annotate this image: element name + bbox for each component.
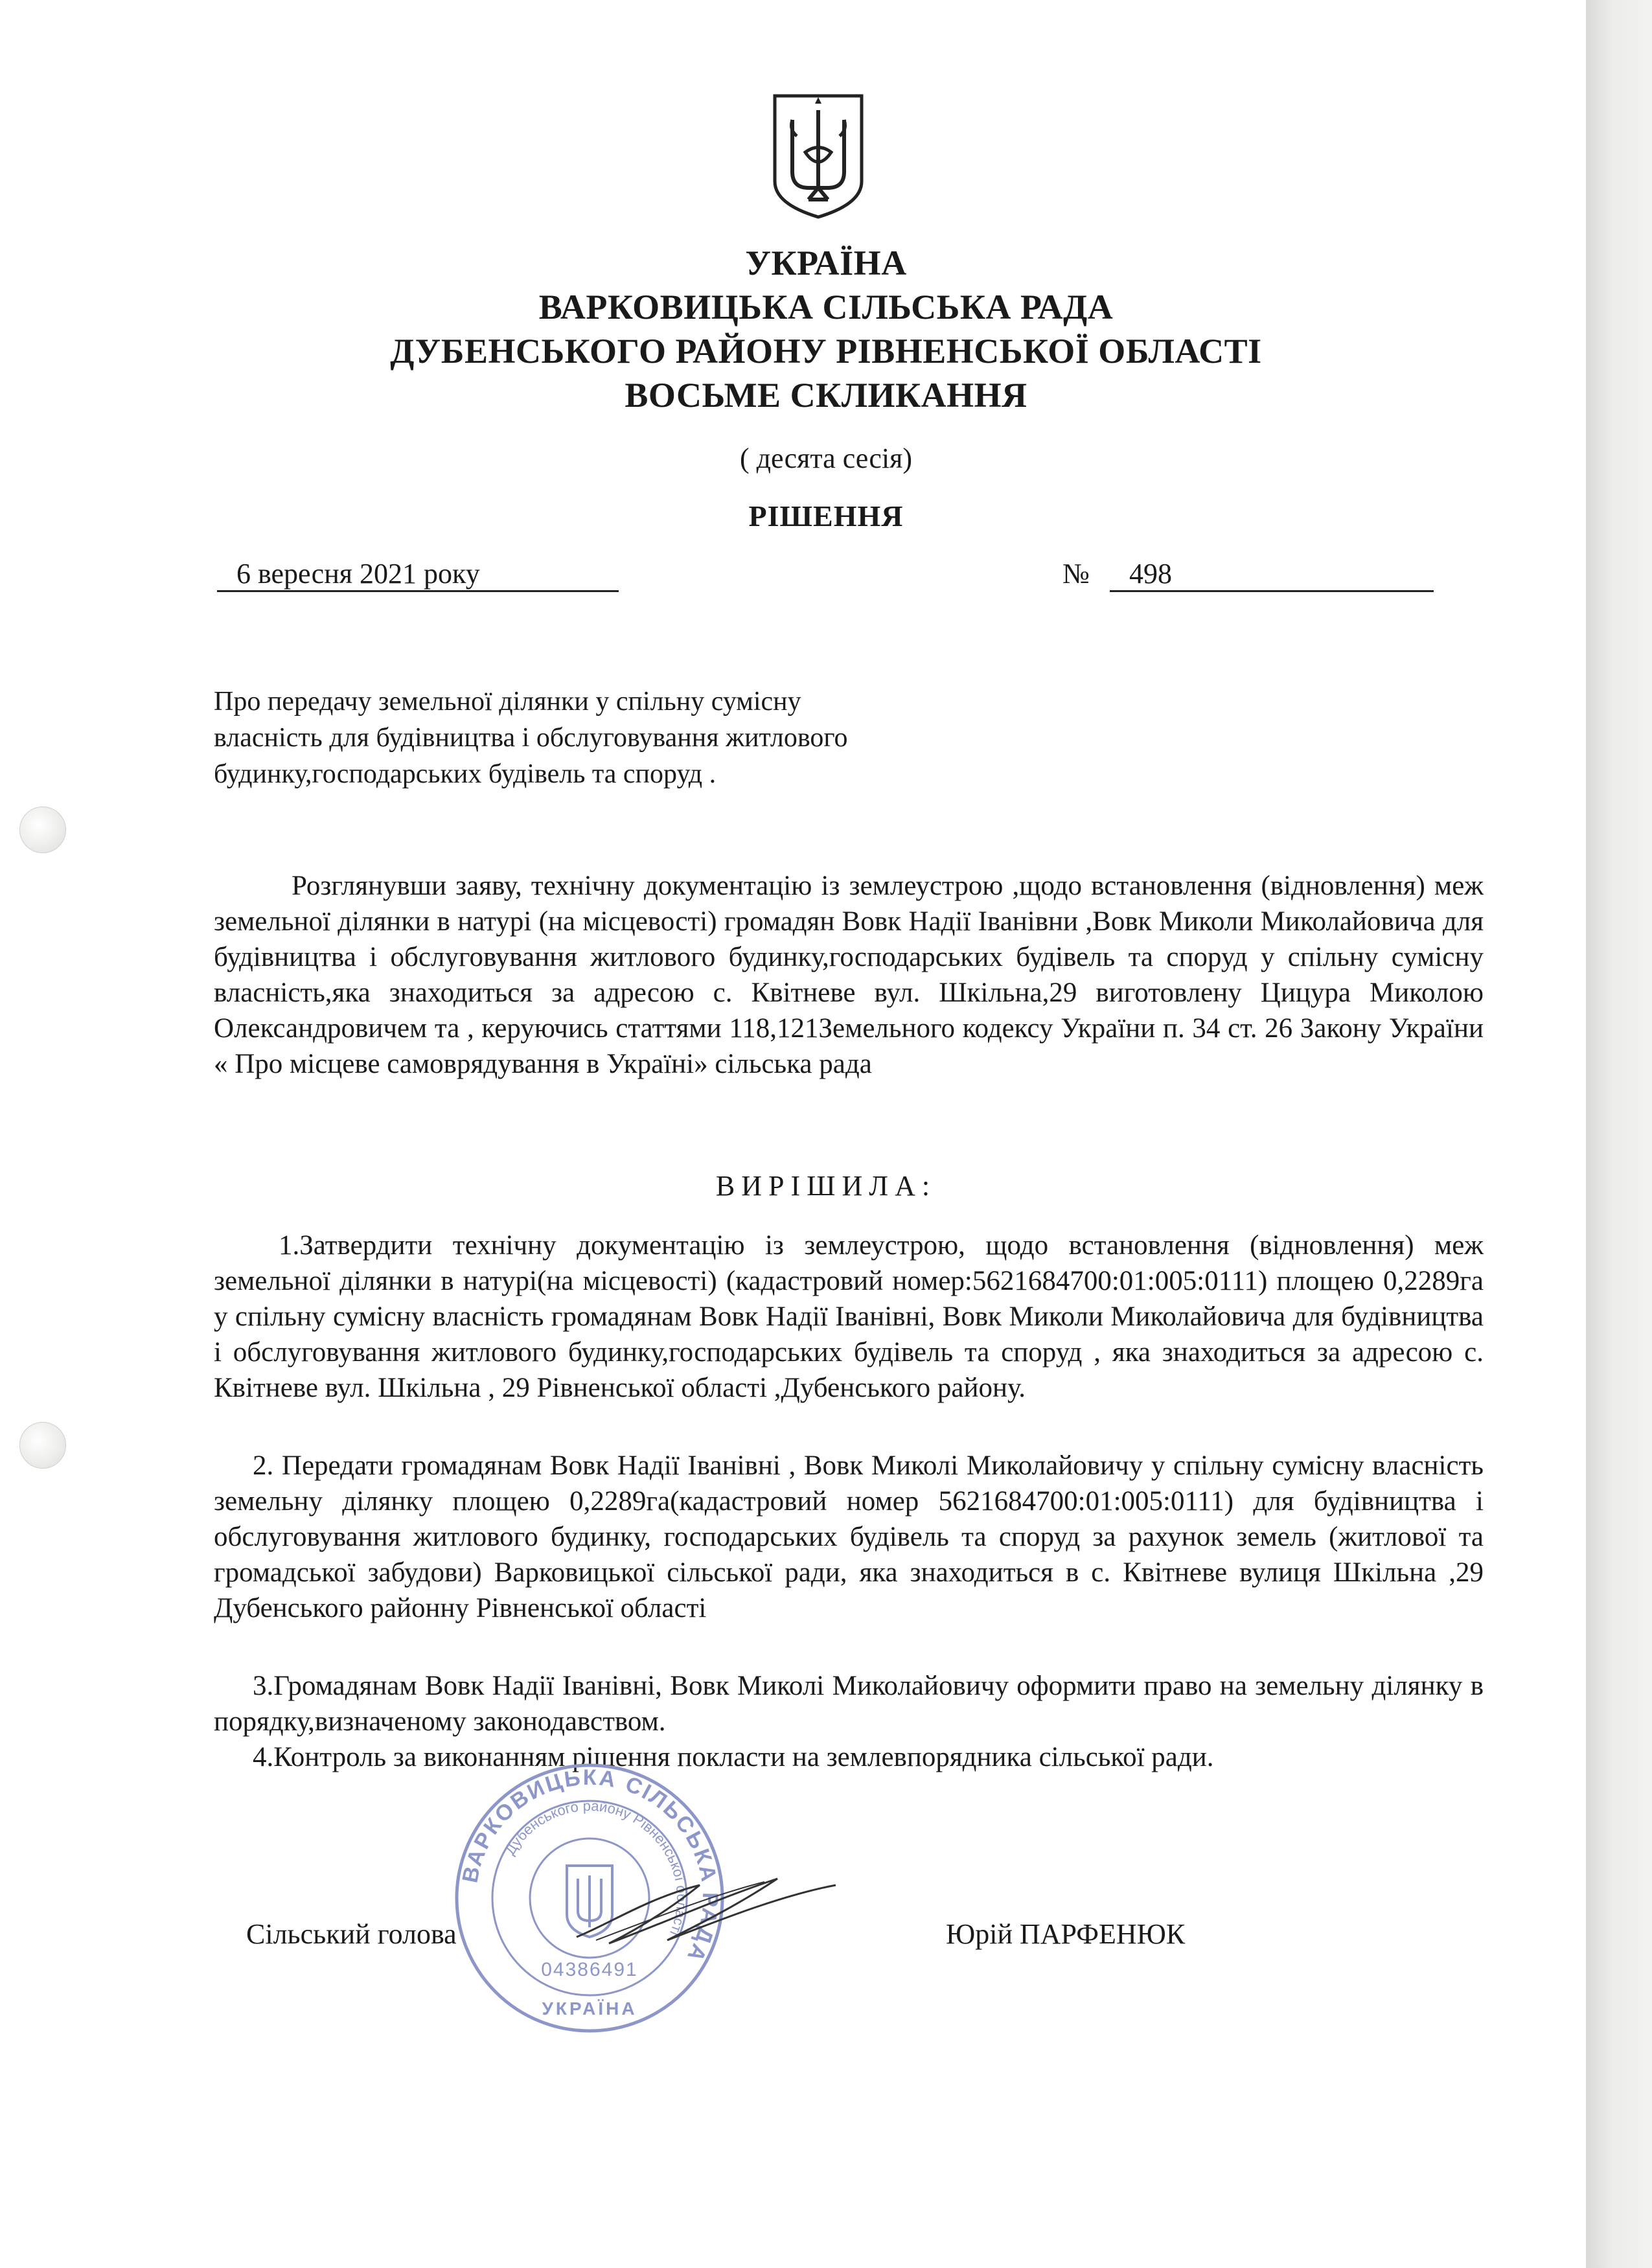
council-title: ВАРКОВИЦЬКА СІЛЬСЬКА РАДА xyxy=(538,288,1114,326)
number-value: 498 xyxy=(1110,557,1434,592)
signatory-role: Сільський голова xyxy=(246,1918,457,1950)
resolve-heading: ВИРІШИЛА: xyxy=(715,1170,937,1202)
convocation-title: ВОСЬМЕ СКЛИКАННЯ xyxy=(625,376,1027,415)
country-title: УКРАЇНА xyxy=(745,244,907,282)
number-prefix: № xyxy=(1062,558,1090,590)
coat-of-arms-icon xyxy=(770,91,867,220)
item-3: 3.Громадянам Вовк Надії Іванівні, Вовк Миколі Миколайовичу оформити право на земельну ділянку в порядку,визначеному законодавством. xyxy=(214,1671,1484,1737)
subject-line: Про передачу земельної ділянки у спільну сумісну xyxy=(214,687,801,716)
decision-date-value: 6 вересня 2021 року xyxy=(217,557,619,592)
item-2: 2. Передати громадянам Вовк Надії Іванівні , Вовк Миколі Миколайовичу у спільну сумісну власність земельну ділянку площею 0,2289га(кадастровий номер 5621684700:01:005:0111) для будівництва і обслуговування житлового будинку, господарських будівель та споруд за рахунок земель (житлової та громадської забудови) Варковицької сільської ради, яка знаходиться в с. Квітневе вулиця Шкільна ,29 Дубенського районну Рівненської області xyxy=(214,1450,1484,1623)
signatory-name: Юрій ПАРФЕНЮК xyxy=(946,1918,1186,1950)
session-label: ( десята сесія) xyxy=(739,442,913,474)
decision-subject xyxy=(214,683,1056,792)
document-type: РІШЕННЯ xyxy=(748,499,904,533)
decision-number xyxy=(1062,557,1434,592)
punch-hole-bottom xyxy=(19,1422,66,1469)
svg-text:ВАРКОВИЦЬКА СІЛЬСЬКА РАДА: ВАРКОВИЦЬКА СІЛЬСЬКА РАДА xyxy=(457,1765,723,1967)
decision-date xyxy=(217,557,619,592)
handwritten-signature xyxy=(570,1859,842,1963)
item-4: 4.Контроль за виконанням рішення покласти на землевпорядника сільської ради. xyxy=(253,1742,1214,1772)
subject-line: власність для будівництва і обслуговування житлового xyxy=(214,723,848,753)
punch-hole-top xyxy=(19,807,66,853)
district-title: ДУБЕНСЬКОГО РАЙОНУ РІВНЕНСЬКОЇ ОБЛАСТІ xyxy=(390,332,1262,371)
item-1: 1.Затвердити технічну документацію із землеустрою, щодо встановлення (відновлення) меж земельної ділянки в натурі(на місцевості) (кадастровий номер:5621684700:01:005:0111) площею 0,2289га у спільну сумісну власність громадянам Вовк Надії Іванівні, Вовк Миколи Миколайовича для будівництва і обслуговування житлового будинку,господарських будівель та споруд , яка знаходиться за адресою с. Квітневе вул. Шкільна , 29 Рівненської області ,Дубенського району. xyxy=(214,1230,1484,1403)
subject-line: будинку,господарських будівель та споруд . xyxy=(214,759,717,789)
svg-text:04386491: 04386491 xyxy=(541,1959,638,1980)
svg-text:УКРАЇНА: УКРАЇНА xyxy=(542,1999,637,2019)
preamble-paragraph: Розглянувши заяву, технічну документацію із землеустрою ,щодо встановлення (відновлення) меж земельної ділянки в натурі (на місцевості) громадян Вовк Надії Іванівни ,Вовк Миколи Миколайовича для будівництва і обслуговування житлового будинку,господарських будівель та споруд у спільну сумісну власність,яка знаходиться за адресою с. Квітневе вул. Шкільна,29 виготовлену Цицура Миколою Олександровичем та , керуючись статтями 118,121Земельного кодексу України п. 34 ст. 26 Закону України « Про місцеве самоврядування в Україні» сільська рада xyxy=(214,871,1484,1079)
svg-text:Дубенського району Рівненської: Дубенського району Рівненської області xyxy=(501,1797,691,1938)
